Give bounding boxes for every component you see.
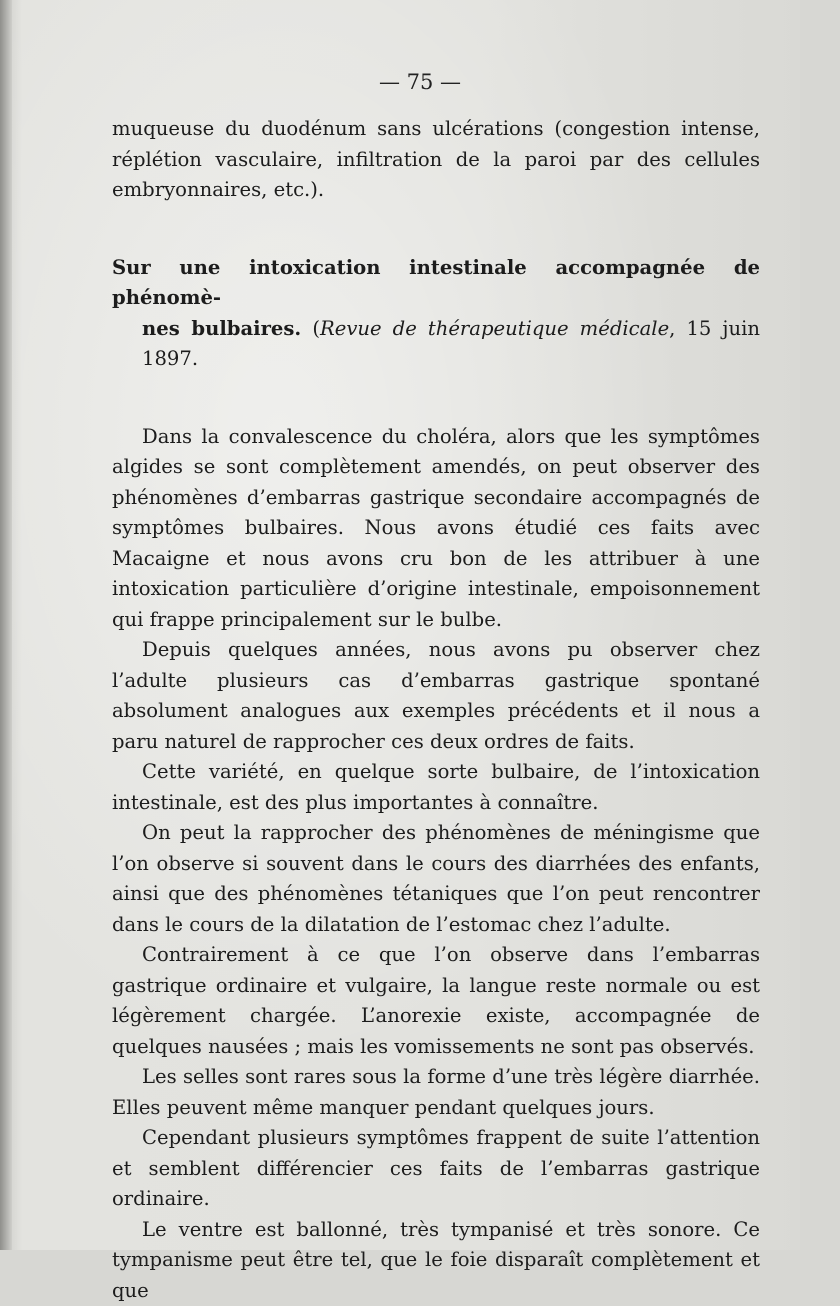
paragraph-8: Le ventre est ballonné, très tympanisé et très sonore. Ce tympanisme peut être tel, que le foie disparaît complètement et que	[112, 1215, 760, 1306]
page-number: — 75 —	[0, 70, 840, 94]
paragraph-6: Les selles sont rares sous la forme d’une très légère diarrhée. Elles peuvent même manquer pendant quelques jours.	[112, 1062, 760, 1123]
paragraph-4: On peut la rapprocher des phénomènes de méningisme que l’on observe si souvent dans le cours des diarrhées des enfants, ainsi que des phénomènes tétaniques que l’on peut rencontrer dans le cours de la dilatation de l’estomac chez l’adulte.	[112, 818, 760, 940]
paragraph-continuation: muqueuse du duodénum sans ulcérations (congestion intense, réplétion vasculaire, infiltration de la paroi par des cellules embryonnaires, etc.).	[112, 114, 760, 206]
paragraph-3: Cette variété, en quelque sorte bulbaire, de l’intoxication intestinale, est des plus importantes à connaître.	[112, 757, 760, 818]
journal-title: Revue de thérapeutique médicale	[320, 317, 669, 340]
article-heading	[112, 253, 760, 375]
heading-second-line	[112, 314, 760, 375]
paragraph-5: Contrairement à ce que l’on observe dans l’embarras gastrique ordinaire et vulgaire, la langue reste normale ou est légèrement chargée. L’anorexie existe, accompagnée de quelques nausées ; mais les vomissements ne sont pas observés.	[112, 940, 760, 1062]
heading-title-line2: nes bulbaires.	[142, 317, 301, 340]
page-content	[112, 114, 760, 1306]
publication-date: , 15 juin 1897.	[142, 317, 760, 371]
heading-open-paren: (	[312, 317, 320, 340]
paragraph-7: Cependant plusieurs symptômes frappent de suite l’attention et semblent différencier ces faits de l’embarras gastrique ordinaire.	[112, 1123, 760, 1215]
heading-title-line1: Sur une intoxication intestinale accompagnée de phénomè-	[112, 256, 760, 310]
page-left-edge	[0, 0, 12, 1250]
paragraph-1: Dans la convalescence du choléra, alors que les symptômes algides se sont complètement amendés, on peut observer des phénomènes d’embarras gastrique secondaire accompagnés de symptômes bulbaires. Nous avons étudié ces faits avec Macaigne et nous avons cru bon de les attribuer à une intoxication particulière d’origine intestinale, empoisonnement qui frappe principalement sur le bulbe.	[112, 422, 760, 636]
paragraph-2: Depuis quelques années, nous avons pu observer chez l’adulte plusieurs cas d’embarras gastrique spontané absolument analogues aux exemples précédents et il nous a paru naturel de rapprocher ces deux ordres de faits.	[112, 635, 760, 757]
